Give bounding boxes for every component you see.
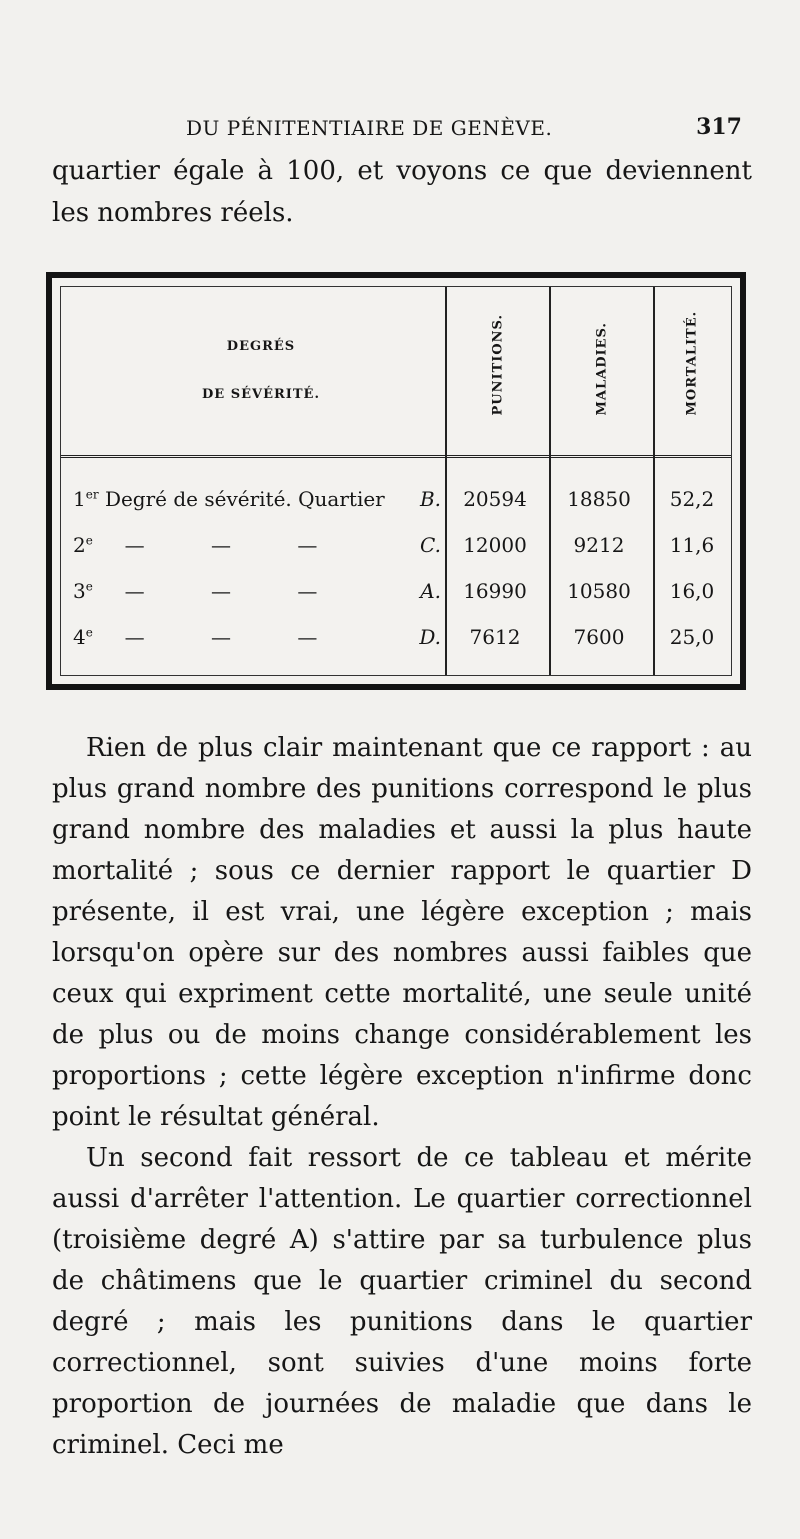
row-degree-label: 4e — — — bbox=[73, 625, 318, 649]
row-quartier: D. bbox=[419, 625, 441, 649]
cell-punitions: 12000 bbox=[463, 533, 527, 557]
cell-punitions: 16990 bbox=[463, 579, 527, 603]
row-quartier: C. bbox=[420, 533, 441, 557]
row-quartier: A. bbox=[420, 579, 441, 603]
cell-mortalite: 52,2 bbox=[669, 487, 715, 511]
header-degrees-line1: DEGRÉS bbox=[226, 339, 296, 354]
header-punitions: PUNITIONS. bbox=[490, 314, 506, 416]
table-inner-frame bbox=[60, 286, 732, 676]
header-degrees-line2: DE SÉVÉRITÉ. bbox=[202, 387, 320, 402]
page-number: 317 bbox=[696, 114, 742, 140]
statistics-table bbox=[46, 272, 746, 690]
table-row bbox=[61, 617, 731, 661]
table-row bbox=[61, 571, 731, 615]
intro-text: quartier égale à 100, et voyons ce que deviennent les nombres réels. bbox=[52, 156, 752, 228]
intro-paragraph bbox=[52, 150, 752, 234]
header-maladies: MALADIES. bbox=[594, 322, 610, 416]
cell-punitions: 20594 bbox=[463, 487, 527, 511]
header-separator bbox=[61, 455, 731, 458]
cell-mortalite: 11,6 bbox=[669, 533, 715, 557]
paragraph: Un second fait ressort de ce tableau et mérite aussi d'arrêter l'attention. Le quartier correctionnel (troisième degré A) s'attire par sa turbulence plus de châtimens que le quartier criminel du second degré ; mais les punitions dans le quartier correctionnel, sont suivies d'une moins forte proportion de journées de maladie que dans le criminel. Ceci me bbox=[52, 1143, 752, 1460]
row-degree-label: 3e — — — bbox=[73, 579, 318, 603]
row-degree-label: 2e — — — bbox=[73, 533, 318, 557]
cell-maladies: 18850 bbox=[567, 487, 631, 511]
table-row bbox=[61, 525, 731, 569]
row-degree-label: 1er Degré de sévérité. Quartier bbox=[73, 487, 385, 511]
cell-maladies: 7600 bbox=[573, 625, 625, 649]
cell-punitions: 7612 bbox=[469, 625, 521, 649]
cell-mortalite: 16,0 bbox=[669, 579, 715, 603]
body-text bbox=[52, 728, 752, 1466]
table-row bbox=[61, 479, 731, 523]
cell-mortalite: 25,0 bbox=[669, 625, 715, 649]
row-quartier: B. bbox=[419, 487, 441, 511]
cell-maladies: 10580 bbox=[567, 579, 631, 603]
header-mortalite: MORTALITÉ. bbox=[684, 310, 700, 416]
running-title: DU PÉNITENTIAIRE DE GENÈVE. bbox=[186, 116, 553, 140]
cell-maladies: 9212 bbox=[573, 533, 625, 557]
paragraph: Rien de plus clair maintenant que ce rapport : au plus grand nombre des punitions correspond le plus grand nombre des maladies et aussi la plus haute mortalité ; sous ce dernier rapport le quartier D présente, il est vrai, une légère exception ; mais lorsqu'on opère sur des nombres aussi faibles que ceux qui expriment cette mortalité, une seule unité de plus ou de moins change considérablement les proportions ; cette légère exception n'infirme donc point le résultat général. bbox=[52, 733, 752, 1132]
running-head bbox=[150, 110, 770, 150]
